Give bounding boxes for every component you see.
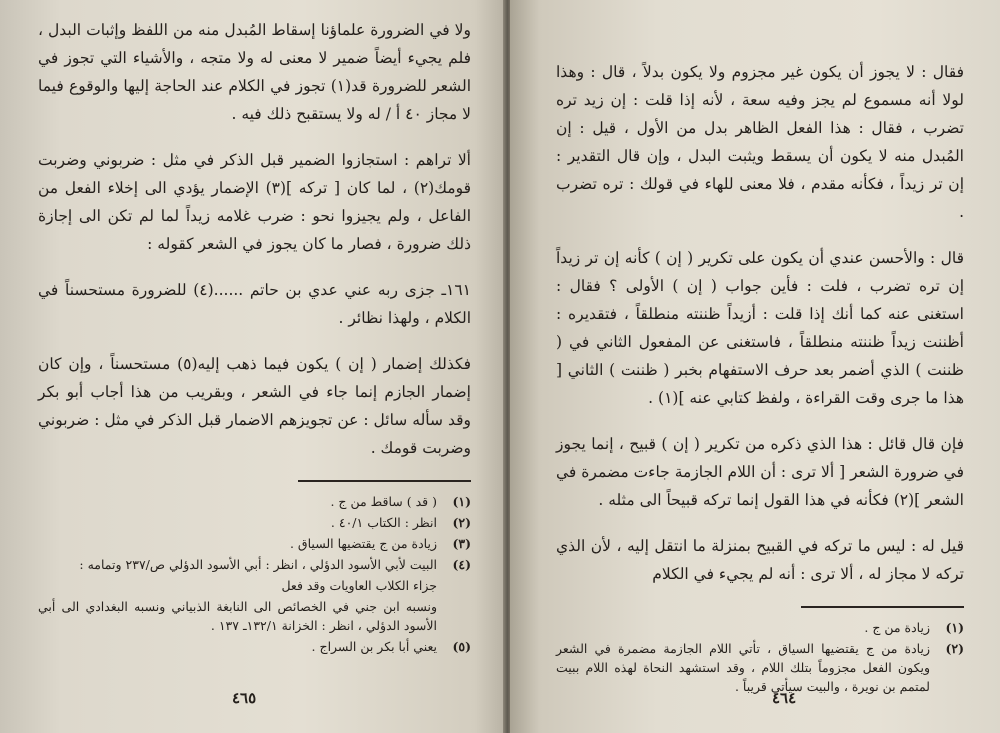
footnote-number: (٢): [945, 641, 964, 656]
paragraph: ولا في الضرورة علماؤنا إسقاط المُبدل منه من اللفظ وإثبات البدل ، فلم يجيء أيضاً ضمير لا معنى له ولا متجه ، والأشياء التي تجوز في الشعر للضرورة قد(١) تجوز في الكلام عند الحاجة إليها والوقوع فيما لا مجاز ٤٠ أ / له ولا يستقبح ذلك فيه .: [38, 21, 472, 123]
footnote: [556, 639, 964, 696]
footnote-number: (١): [945, 620, 964, 635]
paragraph: قيل له : ليس ما تركه في القبيح بمنزلة ما انتقل إليه ، لأن الذي تركه لا مجاز له ، ألا ترى : أنه لم يجيء في الكلام: [556, 537, 964, 583]
footnote-text: جزاء الكلاب العاويات وقد فعل: [281, 578, 437, 593]
footnote-number: [437, 576, 471, 595]
paragraph: فقال : لا يجوز أن يكون غير مجزوم ولا يكون بدلاً ، قال : وهذا لولا أنه مسموع لم يجز وفيه سعة ، لأنه إذا قلت : إن زيد تره تضرب ، فقال : هذا الفعل الظاهر بدل من الأول ، قيل : إن المُبدل منه لا يكون أن يسقط ويثبت البدل ، وإن قال التقدير : إن تر زيداً ، فكأنه مقدم ، فلا معنى للهاء في قولك : تره تضرب .: [556, 63, 964, 221]
page-number: ٤٦٥: [232, 689, 257, 707]
footnote-text: زيادة من ج يقتضيها السياق ، تأتي اللام الجازمة مضمرة في الشعر ويكون الفعل مجزوماً بتلك اللام ، وقد استشهد النحاة لهذه اللام ببيت لمتمم بن نويرة ، والبيت سيأتي قريباً .: [556, 641, 930, 694]
footnote-divider: [801, 606, 964, 608]
paragraph: فكذلك إضمار ( إن ) يكون فيما ذهب إليه(٥) مستحسناً ، وإن كان إضمار الجازم إنما جاء في الشعر ، وبقريب من هذا أجاب أبو بكر وقد سأله سائل : عن تجويزهم الاضمار قبل الذكر في مثل : ضربوني وضربت قومك .: [38, 355, 471, 457]
paragraph: فإن قال قائل : هذا الذي ذكره من تكرير ( إن ) قبيح ، إنما يجوز في ضرورة الشعر [ ألا ترى : أن اللام الجازمة جاءت مضمرة في الشعر ](٢) فكأنه في هذا القول إنما تركه قبيحاً الى مثله .: [556, 435, 964, 509]
footnote: [38, 637, 471, 656]
footnote-text: ( قد ) ساقط من ج .: [330, 494, 437, 509]
footnote-divider: [298, 480, 471, 482]
right-page: [510, 0, 1000, 733]
footnote-number: (٥): [452, 639, 471, 654]
footnote-text: زيادة من ج يقتضيها السياق .: [289, 536, 437, 551]
paragraph: قال : والأحسن عندي أن يكون على تكرير ( إن ) كأنه إن تر زيداً إن تره تضرب ، فلت : فأين جواب ( إن ) الأولى ؟ فقال : استغنى عنه كما أنك إذا قلت : أزيداً ظننته منطلقاً ، فتقديره : أظننت زيداً ظننته منطلقاً ، فاستغنى عن المفعول الثاني في ( ظننت ) الذي أضمر بعد حرف الاستفهام بخبر ( ظننت ) الثاني [ هذا ما جرى وقت القراءة ، ولفظ كتابي عنه ](١) .: [556, 249, 964, 407]
footnote-continuation: [38, 597, 471, 635]
footnote-number: (٣): [452, 536, 471, 551]
footnote: [38, 492, 471, 511]
footnote: [38, 534, 471, 553]
footnote: [38, 513, 471, 532]
poetry-line: ١٦١ـ جزى ربه عني عدي بن حاتم ......(٤) للضرورة مستحسناً في الكلام ، ولهذا نظائر .: [38, 281, 471, 327]
footnote-number: (١): [452, 494, 471, 509]
paragraph: ألا تراهم : استجازوا الضمير قبل الذكر في مثل : ضربوني وضربت قومك(٢) ، لما كان [ تركه ](٣) الإضمار يؤدي الى إخلاء الفعل من الفاعل ، ولم يجيزوا نحو : ضرب غلامه زيداً لما لم تكن الى إجازة ذلك ضرورة ، فصار ما كان يجوز في الشعر كقوله :: [38, 151, 471, 253]
page-number: ٤٦٤: [772, 689, 797, 707]
footnote-number: (٤): [452, 557, 471, 572]
footnote-text: ونسبه ابن جني في الخصائص الى النابغة الذبياني ونسبه البغدادي الى أبي الأسود الدؤلي ، انظر : الخزانة ١٣٢/١ـ ١٣٧ .: [38, 599, 437, 633]
footnote-text: زيادة من ج .: [864, 620, 930, 635]
footnote-text: انظر : الكتاب ٤٠/١ .: [330, 515, 437, 530]
footnote-number: (٢): [452, 515, 471, 530]
footnote-text: يعني أبا بكر بن السراج .: [311, 639, 437, 654]
footnote-text: البيت لأبي الأسود الدؤلي ، انظر : أبي الأسود الدؤلي ص/٢٣٧ وتمامه :: [79, 557, 437, 572]
footnote: [556, 618, 964, 637]
footnote-number: [437, 597, 471, 635]
footnote-continuation: [38, 576, 471, 595]
footnote: [38, 555, 471, 574]
